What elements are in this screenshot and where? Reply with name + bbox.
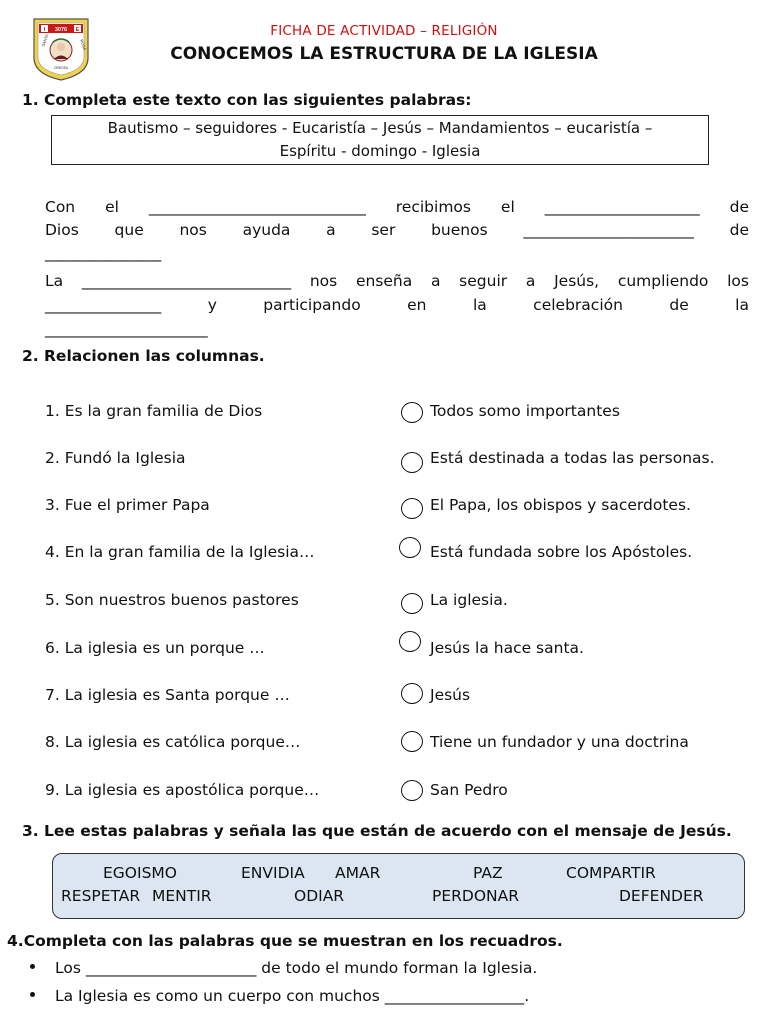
- worksheet-title: CONOCEMOS LA ESTRUCTURA DE LA IGLESIA: [170, 44, 598, 64]
- question-2: [22, 347, 265, 365]
- svg-text:OREDEA: OREDEA: [53, 66, 69, 70]
- bullet-item: [30, 987, 529, 1005]
- bullet-dot: [30, 964, 35, 969]
- answer-circle[interactable]: [401, 402, 423, 423]
- fill-text-line: _______________ y participando en la celebración de la: [45, 296, 749, 314]
- fill-text-line: _______________: [45, 244, 162, 262]
- svg-text:SANTA: SANTA: [40, 33, 50, 48]
- word-bank-line: Espíritu - domingo - Iglesia: [279, 142, 481, 160]
- value-word[interactable]: DEFENDER: [619, 887, 704, 905]
- question-prompt: Relacionen las columnas.: [44, 347, 265, 365]
- value-word[interactable]: EGOISMO: [103, 864, 177, 882]
- bullet-text: Los ______________________ de todo el mundo forman la Iglesia.: [55, 959, 538, 977]
- value-word[interactable]: ENVIDIA: [241, 864, 305, 882]
- svg-text:3076: 3076: [54, 27, 68, 33]
- answer-circle[interactable]: [401, 593, 423, 614]
- answer-circle[interactable]: [401, 452, 423, 473]
- match-left-item: 5. Son nuestros buenos pastores: [45, 591, 299, 609]
- svg-text:ROSA: ROSA: [79, 38, 88, 52]
- bullet-dot: [30, 992, 35, 997]
- bullet-text: La Iglesia es como un cuerpo con muchos __________________.: [55, 987, 530, 1005]
- question-4: [7, 932, 563, 950]
- match-left-item: 6. La iglesia es un porque …: [45, 639, 265, 657]
- svg-text:E: E: [75, 27, 80, 33]
- answer-circle[interactable]: [399, 631, 421, 652]
- question-number: 4.: [7, 932, 24, 950]
- match-right-item: Tiene un fundador y una doctrina: [430, 733, 689, 751]
- answer-circle[interactable]: [401, 683, 423, 704]
- word-bank-box: [51, 115, 709, 165]
- answer-circle[interactable]: [401, 498, 423, 519]
- answer-circle[interactable]: [401, 780, 423, 801]
- match-left-item: 2. Fundó la Iglesia: [45, 449, 186, 467]
- value-word[interactable]: PAZ: [473, 864, 503, 882]
- value-word[interactable]: MENTIR: [152, 887, 212, 905]
- value-word[interactable]: ODIAR: [294, 887, 345, 905]
- match-right-item: San Pedro: [430, 781, 508, 799]
- match-right-item: La iglesia.: [430, 591, 508, 609]
- value-word[interactable]: COMPARTIR: [566, 864, 656, 882]
- question-number: 3.: [22, 822, 39, 840]
- match-right-item: Jesús la hace santa.: [430, 639, 584, 657]
- match-right-item: Está destinada a todas las personas.: [430, 449, 715, 467]
- fill-text-line: La ___________________________ nos enseña a seguir a Jesús, cumpliendo los: [45, 272, 749, 290]
- match-left-item: 7. La iglesia es Santa porque …: [45, 686, 290, 704]
- match-right-item: Todos somo importantes: [430, 402, 620, 420]
- fill-text-line: Con el ____________________________ recibimos el ____________________ de: [45, 198, 749, 216]
- bullet-item: [30, 959, 537, 977]
- match-left-item: 3. Fue el primer Papa: [45, 496, 210, 514]
- value-word[interactable]: RESPETAR: [61, 887, 141, 905]
- worksheet-subtitle: FICHA DE ACTIVIDAD – RELIGIÓN: [270, 23, 498, 39]
- fill-text-line: _____________________: [45, 320, 208, 338]
- answer-circle[interactable]: [401, 731, 423, 752]
- match-left-item: 1. Es la gran familia de Dios: [45, 402, 263, 420]
- match-left-item: 8. La iglesia es católica porque…: [45, 733, 301, 751]
- question-prompt: Completa con las palabras que se muestran en los recuadros.: [23, 932, 563, 950]
- value-word[interactable]: AMAR: [335, 864, 381, 882]
- question-prompt: Completa este texto con las siguientes palabras:: [44, 91, 472, 109]
- question-number: 1.: [22, 91, 39, 109]
- question-3: [22, 822, 732, 840]
- values-word-box: [52, 853, 745, 919]
- match-right-item: Está fundada sobre los Apóstoles.: [430, 543, 693, 561]
- answer-circle[interactable]: [399, 537, 421, 558]
- question-number: 2.: [22, 347, 39, 365]
- fill-text-line: Dios que nos ayuda a ser buenos ______________________ de: [45, 221, 749, 239]
- match-left-item: 4. En la gran familia de la Iglesia…: [45, 543, 315, 561]
- word-bank-line: Bautismo – seguidores - Eucaristía – Jesús – Mandamientos – eucaristía –: [107, 119, 653, 137]
- match-right-item: Jesús: [430, 686, 471, 704]
- question-1: [22, 91, 471, 109]
- match-right-item: El Papa, los obispos y sacerdotes.: [430, 496, 691, 514]
- question-prompt: Lee estas palabras y señala las que están de acuerdo con el mensaje de Jesús.: [44, 822, 732, 840]
- value-word[interactable]: PERDONAR: [432, 887, 520, 905]
- svg-text:I: I: [43, 27, 46, 33]
- match-left-item: 9. La iglesia es apostólica porque…: [45, 781, 320, 799]
